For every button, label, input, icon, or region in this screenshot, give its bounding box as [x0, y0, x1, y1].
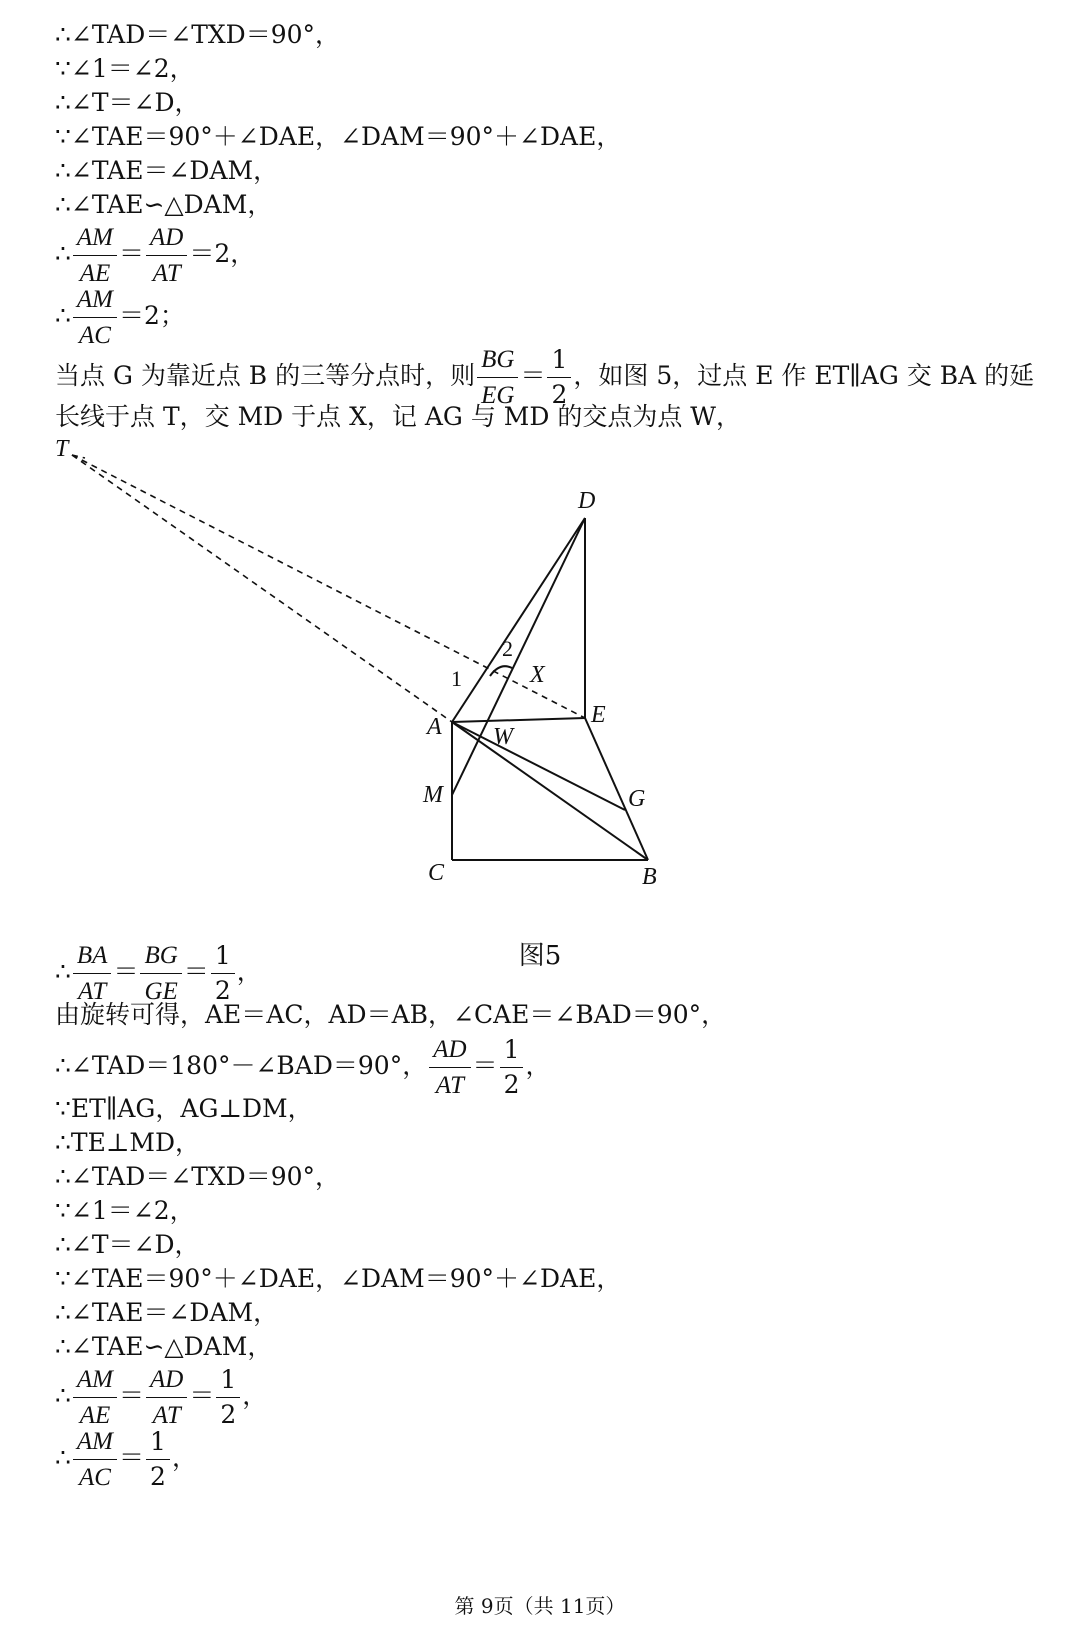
label-A: A: [427, 714, 442, 740]
line-TA: [72, 455, 452, 722]
proof-line: 由旋转可得，AE＝AC，AD＝AB，∠CAE＝∠BAD＝90°，: [55, 1000, 727, 1029]
label-M: M: [423, 782, 443, 808]
fraction-equation: ∴∠TAD＝180°－∠BAD＝90°， $\frac{AD}{AT}$ ＝ $\frac{1}{2}$ ，: [55, 1032, 550, 1103]
figure-caption: 图5: [518, 941, 562, 971]
proof-line: ∵∠TAE＝90°＋∠DAE，∠DAM＝90°＋∠DAE，: [55, 122, 622, 151]
proof-line: ∴∠TAE∽△DAM，: [55, 190, 273, 219]
line-AB: [452, 722, 648, 860]
proof-line: ∵∠1＝∠2，: [55, 1196, 195, 1225]
proof-line: ∵∠1＝∠2，: [55, 54, 195, 83]
fraction-equation: ∴ $\frac{AM}{AE}$ ＝ $\frac{AD}{AT}$ ＝ $\frac{1}{2}$ ，: [55, 1362, 267, 1433]
proof-line: ∴∠TAD＝∠TXD＝90°，: [55, 20, 341, 49]
label-B: B: [642, 864, 657, 890]
fraction-equation: ∴ $\frac{AM}{AE}$ ＝ $\frac{AD}{AT}$ ＝2，: [55, 220, 255, 291]
line-DA: [452, 518, 585, 722]
line-AE: [452, 718, 585, 722]
proof-line: ∴∠TAE＝∠DAM，: [55, 1298, 279, 1327]
proof-line: ∴TE⊥MD，: [55, 1128, 200, 1157]
page-footer: 第 9页（共 11页）: [454, 1594, 626, 1618]
label-W: W: [493, 724, 513, 750]
label-T: T: [55, 436, 69, 462]
line-AG: [452, 722, 625, 810]
fraction-equation: ∴ $\frac{AM}{AC}$ ＝ $\frac{1}{2}$ ，: [55, 1424, 197, 1495]
proof-line: ∴∠TAE＝∠DAM，: [55, 156, 279, 185]
label-two: 2: [502, 636, 513, 661]
label-X: X: [530, 662, 545, 688]
proof-line: ∵∠TAE＝90°＋∠DAE，∠DAM＝90°＋∠DAE，: [55, 1264, 622, 1293]
proof-line: ∴∠T＝∠D，: [55, 88, 200, 117]
angle-arc: [490, 666, 512, 676]
proof-line: ∴∠T＝∠D，: [55, 1230, 200, 1259]
paragraph-line: 长线于点 T，交 MD 于点 X，记 AG 与 MD 的交点为点 W，: [55, 402, 742, 431]
label-D: D: [578, 488, 596, 514]
label-E: E: [591, 702, 606, 728]
geometry-figure: [0, 430, 1080, 910]
fraction-equation: ∴ $\frac{AM}{AC}$ ＝2；: [55, 282, 185, 353]
proof-line: ∵ET∥AG，AG⊥DM，: [55, 1094, 313, 1123]
paragraph-line: 当点 G 为靠近点 B 的三等分点时，则 $\frac{BG}{EG}$ ＝ $\frac{1}{2}$ ，如图 5，过点 E 作 ET∥AG 交 BA 的延: [55, 342, 1034, 413]
label-C: C: [428, 860, 445, 886]
label-G: G: [628, 786, 646, 812]
label-one: 1: [451, 666, 462, 691]
line-DM: [452, 518, 585, 795]
fraction-equation: ∴ $\frac{BA}{AT}$ ＝ $\frac{BG}{GE}$ ＝ $\frac{1}{2}$ ，: [55, 938, 262, 1009]
proof-line: ∴∠TAD＝∠TXD＝90°，: [55, 1162, 341, 1191]
proof-line: ∴∠TAE∽△DAM，: [55, 1332, 273, 1361]
